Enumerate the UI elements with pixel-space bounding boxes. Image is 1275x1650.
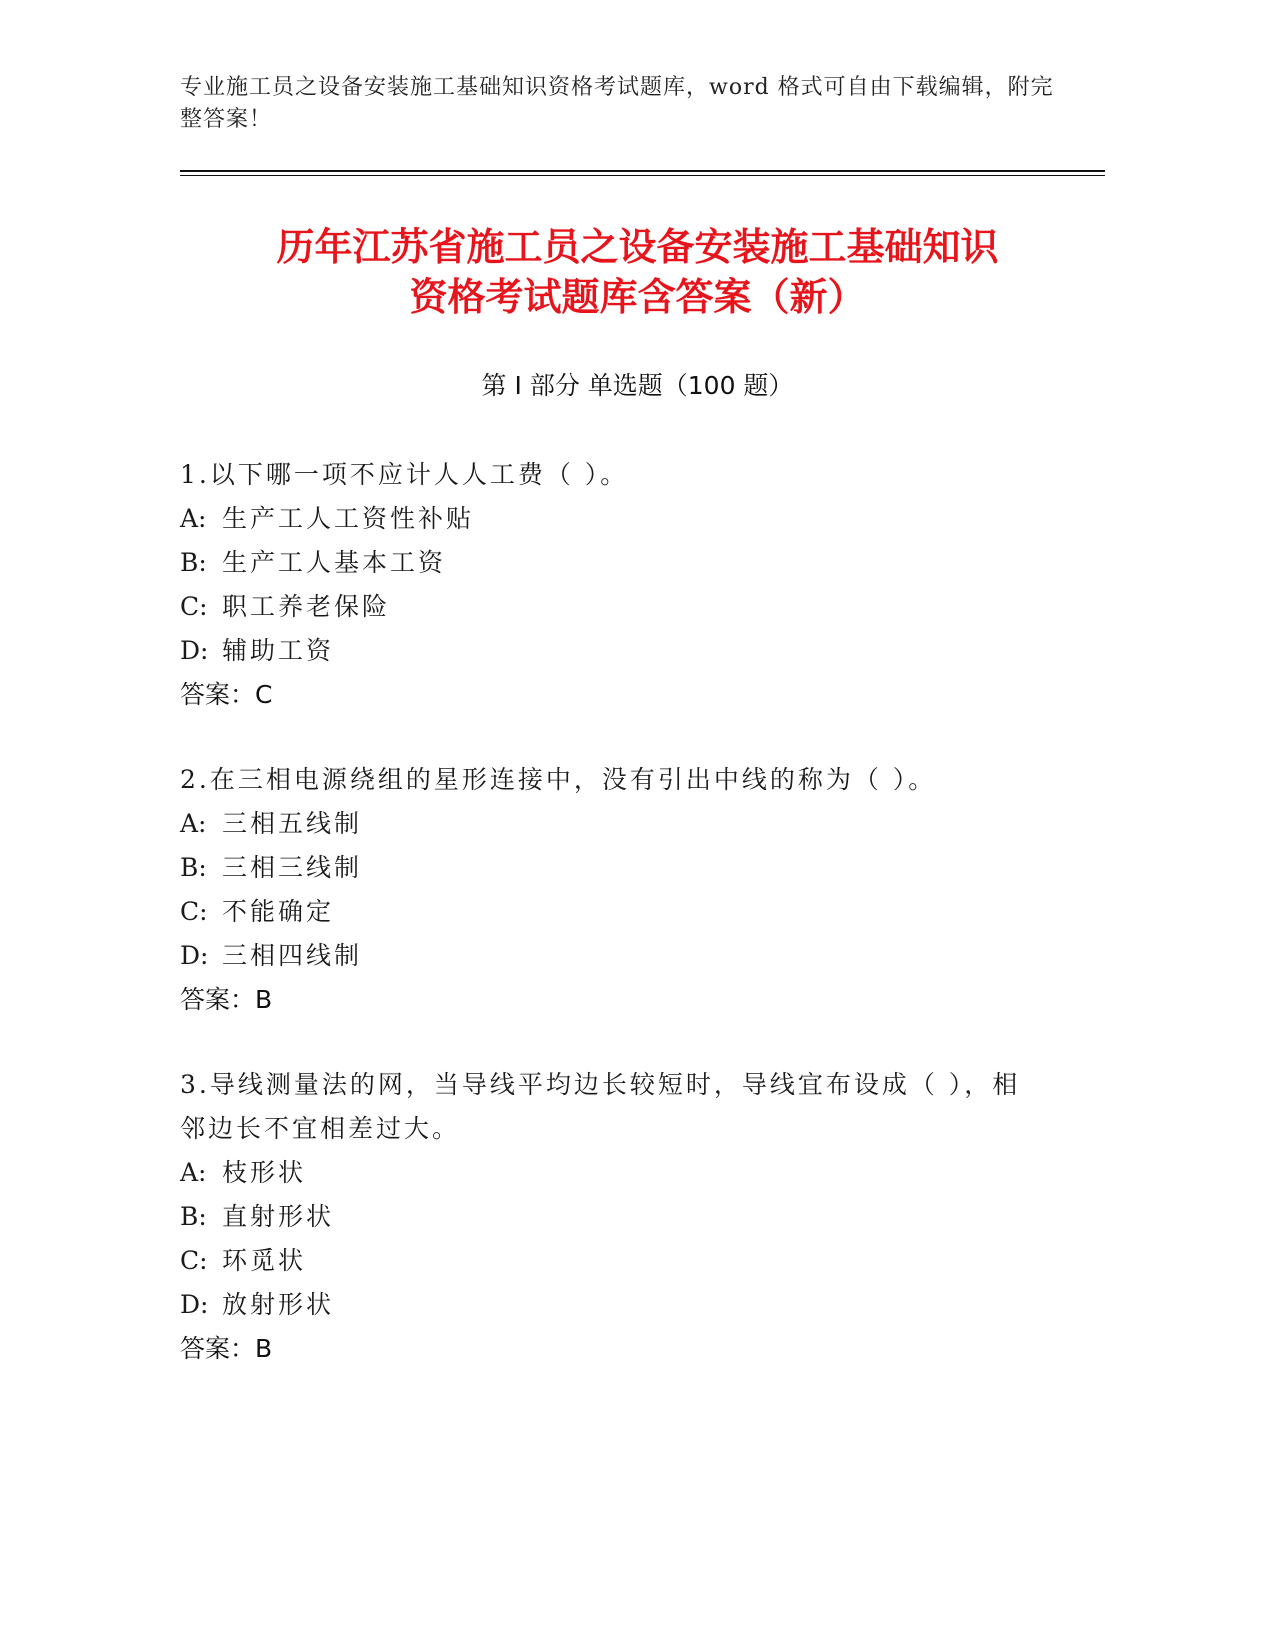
option-text: 枝形状 <box>222 1158 307 1187</box>
option-d <box>180 1283 1040 1327</box>
title-line-1: 历年江苏省施工员之设备安装施工基础知识 <box>276 225 999 269</box>
option-d <box>180 629 1040 673</box>
header-rule-thick <box>180 170 1105 172</box>
option-a <box>180 802 1040 846</box>
option-text: 生产工人工资性补贴 <box>222 504 475 533</box>
option-text: 三相五线制 <box>222 809 363 838</box>
option-text: 三相三线制 <box>222 853 363 882</box>
option-b <box>180 541 1040 585</box>
document-title <box>150 222 1125 322</box>
option-text: 环觅状 <box>222 1246 307 1275</box>
option-letter: B: <box>180 853 207 882</box>
section-heading: 第 I 部分 单选题（100 题） <box>481 371 794 400</box>
option-letter: A: <box>180 1158 207 1187</box>
option-letter: D: <box>180 1290 209 1319</box>
option-b <box>180 846 1040 890</box>
question-2 <box>180 758 1040 1022</box>
option-letter: D: <box>180 941 209 970</box>
option-letter: B: <box>180 548 207 577</box>
question-stem: 3.导线测量法的网，当导线平均边长较短时，导线宜布设成（ ），相邻边长不宜相差过大。 <box>180 1070 1021 1143</box>
option-text: 生产工人基本工资 <box>222 548 447 577</box>
option-d <box>180 934 1040 978</box>
option-letter: D: <box>180 636 209 665</box>
option-c <box>180 585 1040 629</box>
question-3 <box>180 1063 1040 1371</box>
option-c <box>180 890 1040 934</box>
option-letter: C: <box>180 1246 208 1275</box>
option-text: 不能确定 <box>222 897 335 926</box>
option-text: 直射形状 <box>222 1202 335 1231</box>
answer-line: 答案：C <box>180 680 273 709</box>
option-letter: A: <box>180 504 207 533</box>
option-letter: C: <box>180 592 208 621</box>
option-a <box>180 1151 1040 1195</box>
option-letter: B: <box>180 1202 207 1231</box>
option-b <box>180 1195 1040 1239</box>
option-c <box>180 1239 1040 1283</box>
question-stem: 2.在三相电源绕组的星形连接中，没有引出中线的称为（ ）。 <box>180 765 937 794</box>
answer-line: 答案：B <box>180 1334 273 1363</box>
option-text: 放射形状 <box>222 1290 335 1319</box>
question-1 <box>180 453 1040 717</box>
title-line-2: 资格考试题库含答案（新） <box>409 275 866 319</box>
header-note: 专业施工员之设备安装施工基础知识资格考试题库，word 格式可自由下载编辑，附完整答案！ <box>180 75 1054 132</box>
option-text: 职工养老保险 <box>222 592 391 621</box>
question-stem: 1.以下哪一项不应计人人工费（ ）。 <box>180 460 629 489</box>
option-letter: C: <box>180 897 208 926</box>
option-letter: A: <box>180 809 207 838</box>
option-text: 三相四线制 <box>222 941 363 970</box>
header-rule-thin <box>180 175 1105 176</box>
option-text: 辅助工资 <box>222 636 335 665</box>
answer-line: 答案：B <box>180 985 273 1014</box>
option-a <box>180 497 1040 541</box>
